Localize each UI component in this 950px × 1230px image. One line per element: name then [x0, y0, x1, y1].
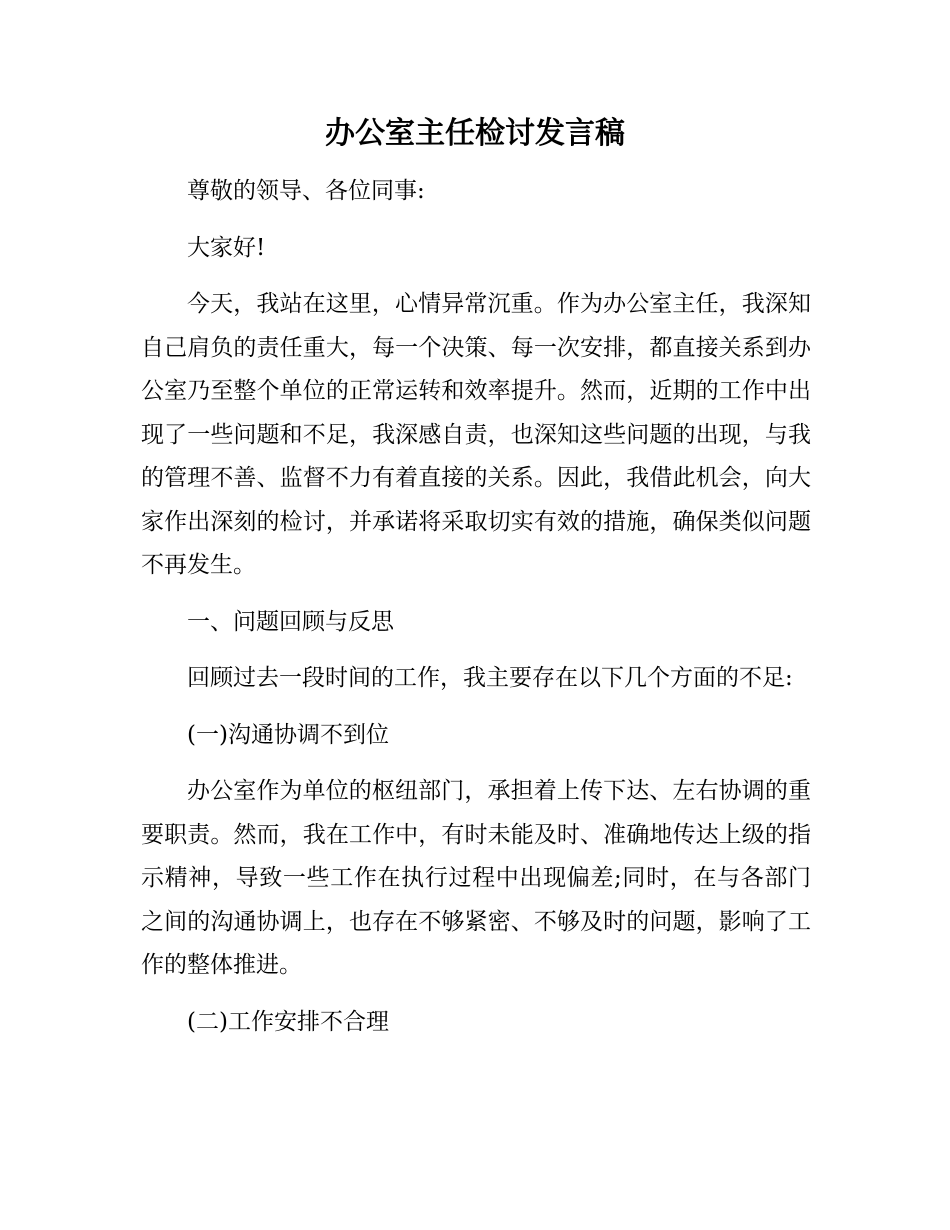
document-title: 办公室主任检讨发言稿 — [325, 116, 625, 151]
greeting: 大家好! — [187, 234, 266, 261]
salutation: 尊敬的领导、各位同事: — [187, 178, 425, 204]
communication-paragraph: 办公室作为单位的枢纽部门，承担着上传下达、左右协调的重要职责。然而，我在工作中，有时未能及时、准确地传达上级的指示精神，导致一些工作在执行过程中出现偏差;同时，在与各部门之间的沟通协调上，也存在不够紧密、不够及时的问题，影响了工作的整体推进。 — [141, 778, 811, 978]
intro-paragraph: 今天，我站在这里，心情异常沉重。作为办公室主任，我深知自己肩负的责任重大，每一个决策、每一次安排，都直接关系到办公室乃至整个单位的正常运转和效率提升。然而，近期的工作中出现了一些问题和不足，我深感自责，也深知这些问题的出现，与我的管理不善、监督不力有着直接的关系。因此，我借此机会，向大家作出深刻的检讨，并承诺将采取切实有效的措施，确保类似问题不再发生。 — [141, 291, 811, 578]
document-body — [141, 170, 811, 1057]
subsection-heading-2: (二)工作安排不合理 — [187, 1008, 389, 1035]
section-heading-1: 一、问题回顾与反思 — [187, 608, 394, 635]
review-paragraph: 回顾过去一段时间的工作，我主要存在以下几个方面的不足: — [187, 665, 793, 691]
subsection-heading-1: (一)沟通协调不到位 — [187, 721, 389, 748]
